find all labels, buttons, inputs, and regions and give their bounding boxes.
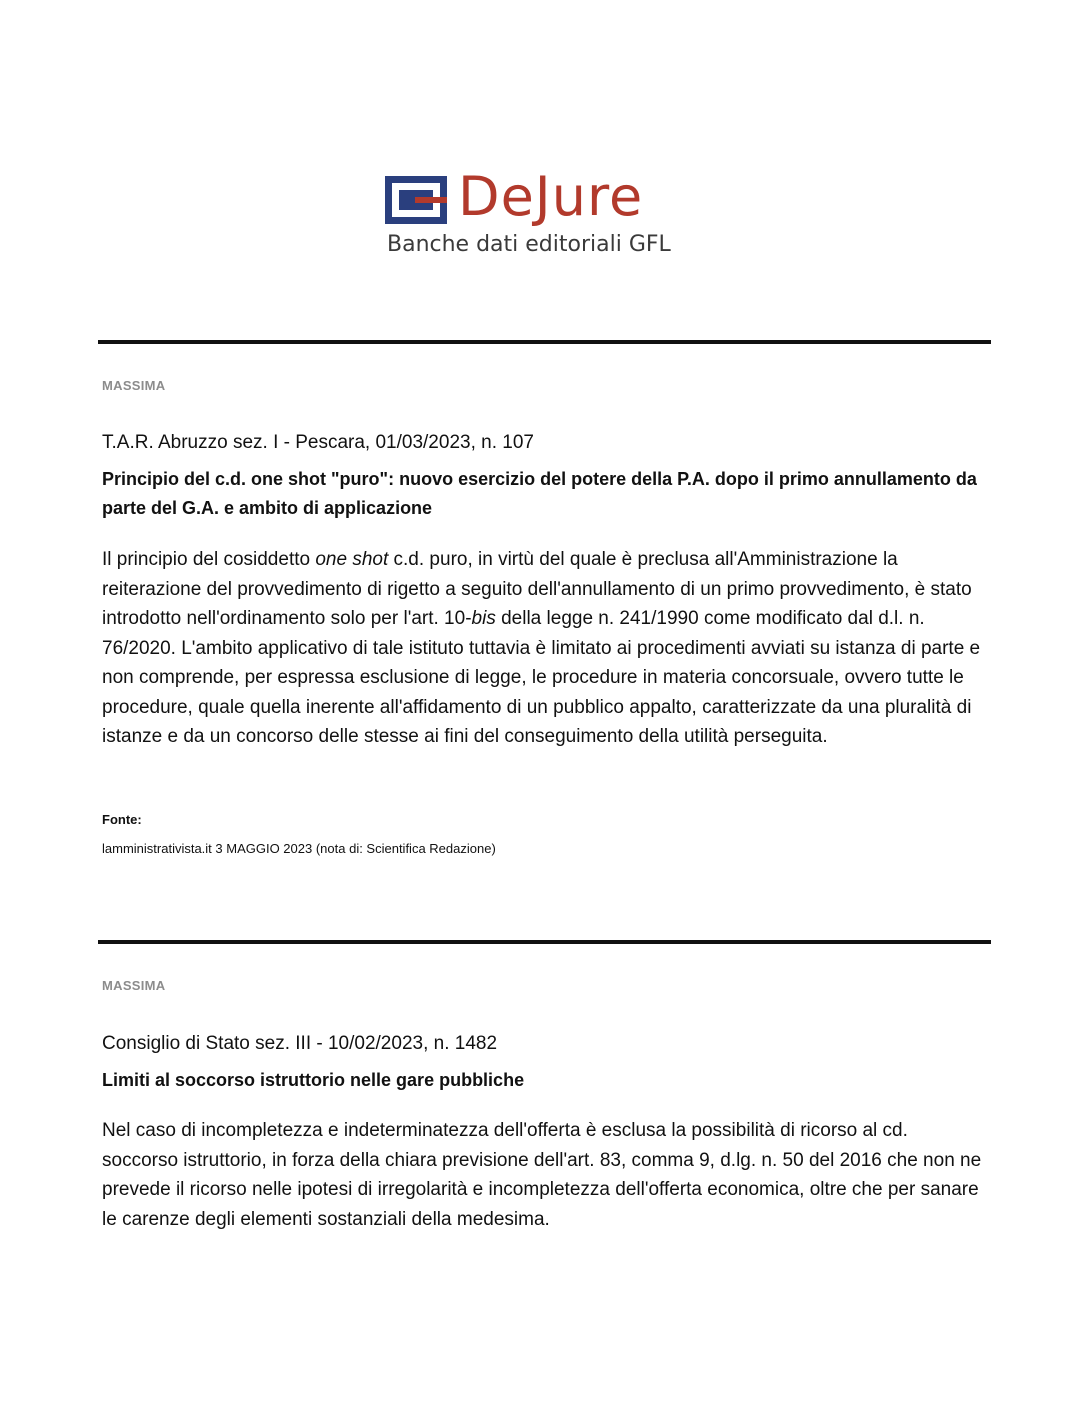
section-label: MASSIMA xyxy=(102,378,166,393)
case-summary: Il principio del cosiddetto one shot c.d. puro, in virtù del quale è preclusa all'Amministrazione la reiterazione del provvedimento di rigetto a seguito dell'annullamento di un primo provvedimento, è stato introdotto nell'ordinamento solo per l'art. 10-bis della legge n. 241/1990 come modificato dal d.l. n. 76/2020. L'ambito applicativo di tale istituto tuttavia è limitato ai procedimenti avviati su istanza di parte e non comprende, per espressa esclusione di legge, le procedure in materia concorsuale, ovvero tutte le procedure, quale quella inerente all'affidamento di un pubblico appalto, caratterizzate da una pluralità di istanze e da un concorso delle stesse ai fini del conseguimento della utilità perseguita. xyxy=(102,549,981,747)
case-summary: Nel caso di incompletezza e indeterminatezza dell'offerta è esclusa la possibilità di ricorso al cd. soccorso istruttorio, in forza della chiara previsione dell'art. 83, comma 9, d.lg. n. 50 del 2016 che non ne prevede il ricorso nelle ipotesi di irregolarità e incompletezza dell'offerta economica, oltre che per sanare le carenze degli elementi sostanziali della medesima. xyxy=(102,1120,982,1230)
case-title: Limiti al soccorso istruttorio nelle gare pubbliche xyxy=(102,1070,525,1090)
section-divider xyxy=(98,340,991,344)
case-citation: T.A.R. Abruzzo sez. I - Pescara, 01/03/2023, n. 107 xyxy=(102,432,534,453)
case-title: Principio del c.d. one shot "puro": nuovo esercizio del potere della P.A. dopo il primo annullamento da parte del G.A. e ambito di applicazione xyxy=(102,469,977,518)
source-text: lamministrativista.it 3 MAGGIO 2023 (nota di: Scientifica Redazione) xyxy=(102,841,496,856)
dejure-logo-mark-icon xyxy=(385,176,447,224)
source-label: Fonte: xyxy=(102,812,142,827)
logo-tagline: Banche dati editoriali GFL xyxy=(387,232,671,257)
dejure-logo xyxy=(385,165,705,268)
case-citation: Consiglio di Stato sez. III - 10/02/2023, n. 1482 xyxy=(102,1033,498,1054)
section-label: MASSIMA xyxy=(102,978,166,993)
logo-brand: DeJure xyxy=(458,165,644,228)
section-divider xyxy=(98,940,991,944)
